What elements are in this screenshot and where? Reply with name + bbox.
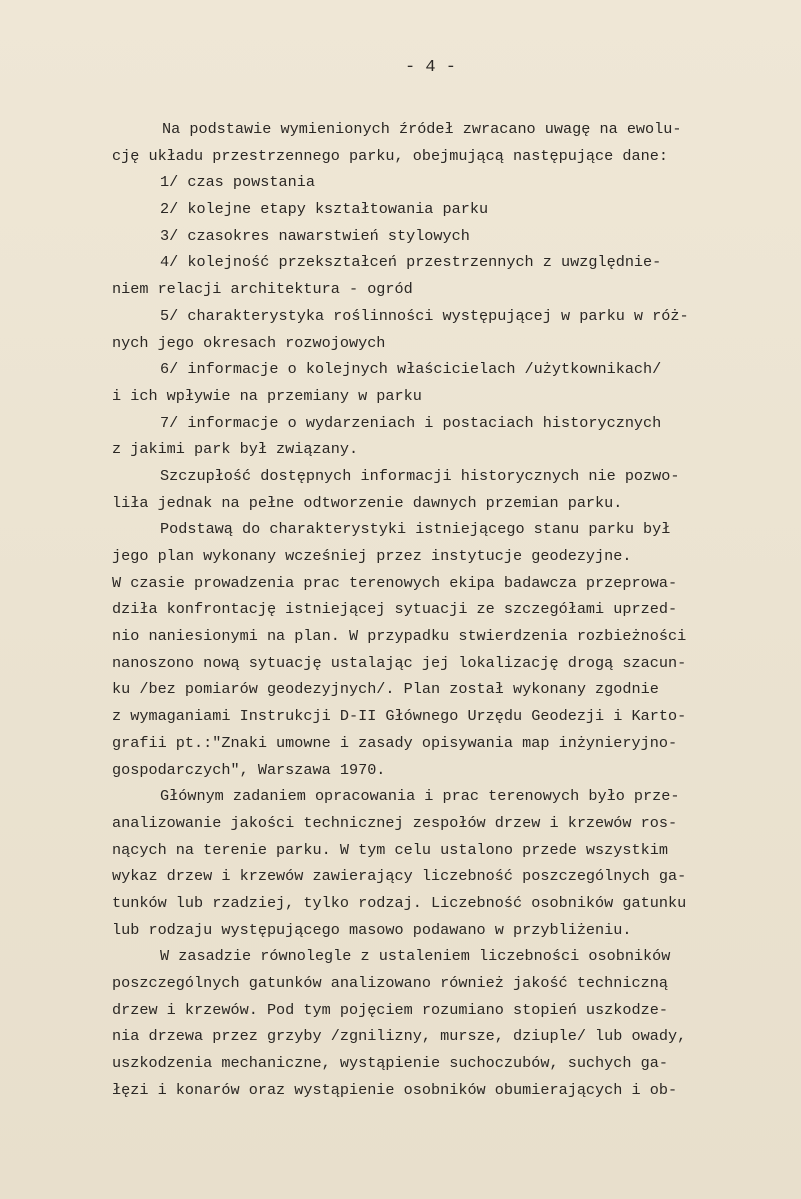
text-line: dziła konfrontację istniejącej sytuacji ze szczegółami uprzed- (112, 600, 678, 619)
text-line: drzew i krzewów. Pod tym pojęciem rozumiano stopień uszkodze- (112, 1000, 668, 1019)
text-line: uszkodzenia mechaniczne, wystąpienie suchoczubów, suchych ga- (112, 1054, 668, 1073)
text-line: 2/ kolejne etapy kształtowania parku (160, 200, 489, 219)
text-line: analizowanie jakości technicznej zespołów drzew i krzewów ros- (112, 813, 678, 832)
text-line: grafii pt.:"Znaki umowne i zasady opisywania map inżynieryjno- (112, 733, 678, 752)
text-line: liła jednak na pełne odtworzenie dawnych przemian parku. (112, 493, 623, 512)
text-line: poszczególnych gatunków analizowano również jakość techniczną (112, 974, 668, 992)
text-line: nych jego okresach rozwojowych (112, 333, 386, 352)
body-text (112, 116, 782, 1103)
text-line: wykaz drzew i krzewów zawierający liczebność poszczególnych ga- (112, 867, 687, 886)
text-line: 4/ kolejność przekształceń przestrzennych z uwzględnie- (160, 253, 662, 272)
text-line: i ich wpływie na przemiany w parku (112, 386, 422, 405)
text-line: tunków lub rzadziej, tylko rodzaj. Liczebność osobników gatunku (112, 893, 687, 912)
text-line: Na podstawie wymienionych źródeł zwracano uwagę na ewolu- (162, 120, 682, 138)
text-line: 7/ informacje o wydarzeniach i postaciach historycznych (160, 413, 662, 432)
text-line: niem relacji architektura - ogród (112, 280, 413, 299)
text-line: 5/ charakterystyka roślinności występującej w parku w róż- (160, 306, 689, 325)
text-line: nących na terenie parku. W tym celu ustalono przede wszystkim (112, 840, 668, 859)
text-line: z wymaganiami Instrukcji D-II Głównego Urzędu Geodezji i Karto- (112, 707, 687, 726)
text-line: jego plan wykonany wcześniej przez instytucje geodezyjne. (112, 547, 632, 565)
text-line: Głównym zadaniem opracowania i prac terenowych było prze- (160, 787, 680, 806)
text-line: W czasie prowadzenia prac terenowych ekipa badawcza przeprowa- (112, 573, 678, 592)
text-line: ku /bez pomiarów geodezyjnych/. Plan został wykonany zgodnie (112, 680, 659, 699)
text-line: nio naniesionymi na plan. W przypadku stwierdzenia rozbieżności (112, 627, 687, 646)
text-line: 6/ informacje o kolejnych właścicielach /użytkownikach/ (160, 360, 662, 379)
text-line: Podstawą do charakterystyki istniejącego stanu parku był (160, 520, 671, 539)
page-number: - 4 - (405, 58, 457, 77)
text-line: łęzi i konarów oraz wystąpienie osobników obumierających i ob- (112, 1080, 678, 1099)
text-line: nanoszono nową sytuację ustalając jej lokalizację drogą szacun- (112, 653, 687, 672)
text-line: Szczupłość dostępnych informacji historycznych nie pozwo- (160, 466, 680, 485)
text-line: W zasadzie równolegle z ustaleniem liczebności osobników (160, 947, 671, 966)
text-line: cję układu przestrzennego parku, obejmującą następujące dane: (112, 146, 668, 165)
text-line: gospodarczych", Warszawa 1970. (112, 760, 386, 779)
text-line: 3/ czasokres nawarstwień stylowych (160, 226, 470, 245)
text-line: lub rodzaju występującego masowo podawano w przybliżeniu. (112, 920, 632, 939)
text-line: 1/ czas powstania (160, 173, 315, 192)
text-line: z jakimi park był związany. (112, 440, 359, 459)
text-line: nia drzewa przez grzyby /zgnilizny, mursze, dziuple/ lub owady, (112, 1027, 687, 1046)
